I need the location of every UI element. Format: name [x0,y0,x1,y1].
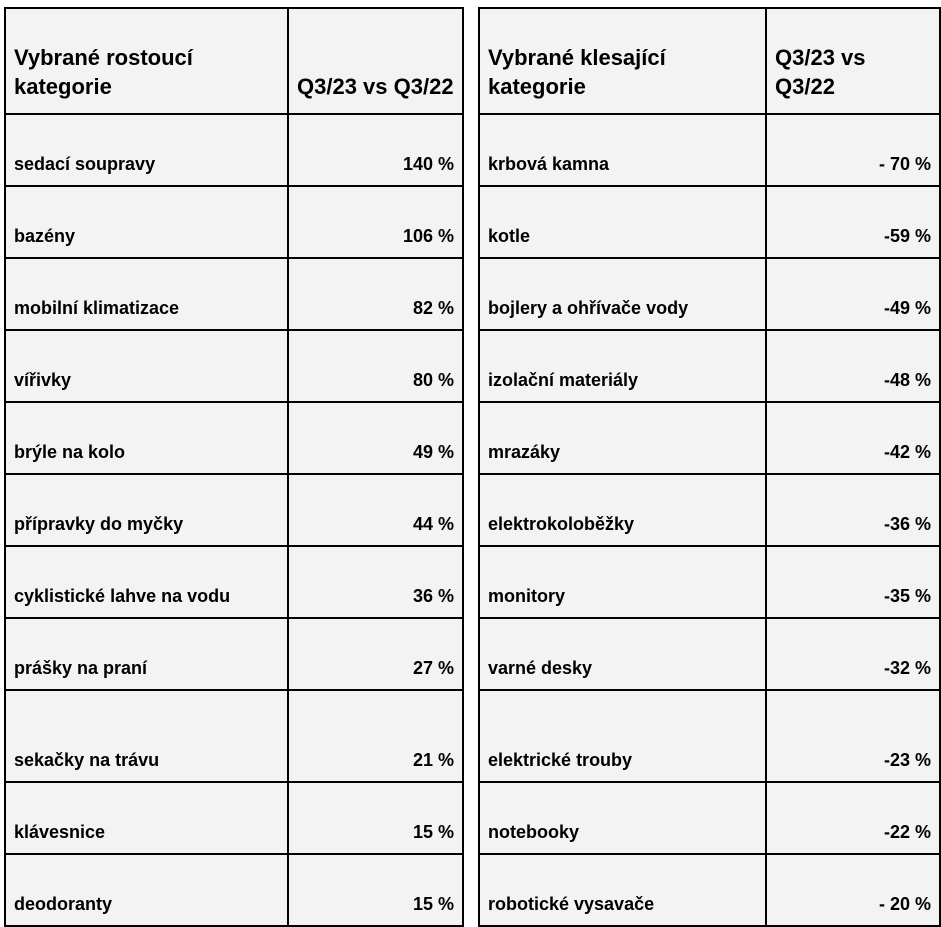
change-cell: 80 % [288,330,463,402]
change-cell: 15 % [288,782,463,854]
table-row [5,330,463,402]
table-row [5,258,463,330]
change-cell: 140 % [288,114,463,186]
category-cell: krbová kamna [479,114,766,186]
change-cell: -42 % [766,402,940,474]
category-cell: bojlery a ohřívače vody [479,258,766,330]
change-cell: -32 % [766,618,940,690]
category-cell: mrazáky [479,402,766,474]
table-row [479,114,940,186]
change-cell: 36 % [288,546,463,618]
table-row [479,402,940,474]
change-cell: -59 % [766,186,940,258]
change-cell: 44 % [288,474,463,546]
change-cell: -22 % [766,782,940,854]
change-cell: - 70 % [766,114,940,186]
declining-header-category: Vybrané klesající kategorie [479,8,766,114]
table-row [5,854,463,926]
table-row [5,474,463,546]
category-cell: klávesnice [5,782,288,854]
change-cell: -48 % [766,330,940,402]
category-cell: bazény [5,186,288,258]
growing-header-period: Q3/23 vs Q3/22 [288,8,463,114]
category-cell: izolační materiály [479,330,766,402]
change-cell: -35 % [766,546,940,618]
table-row [5,546,463,618]
category-cell: kotle [479,186,766,258]
table-row [5,782,463,854]
category-cell: cyklistické lahve na vodu [5,546,288,618]
table-row [479,854,940,926]
change-cell: -49 % [766,258,940,330]
table-header-row [479,8,940,114]
table-row [5,690,463,782]
change-cell: - 20 % [766,854,940,926]
category-cell: brýle na kolo [5,402,288,474]
change-cell: 82 % [288,258,463,330]
declining-header-period: Q3/23 vs Q3/22 [766,8,940,114]
category-cell: monitory [479,546,766,618]
category-cell: vířivky [5,330,288,402]
category-cell: elektrické trouby [479,690,766,782]
declining-categories-table [478,7,941,927]
change-cell: -36 % [766,474,940,546]
category-cell: mobilní klimatizace [5,258,288,330]
table-row [5,402,463,474]
table-header-row [5,8,463,114]
table-row [5,186,463,258]
change-cell: -23 % [766,690,940,782]
change-cell: 21 % [288,690,463,782]
table-row [5,618,463,690]
growing-header-category: Vybrané rostoucí kategorie [5,8,288,114]
category-cell: přípravky do myčky [5,474,288,546]
category-cell: elektrokoloběžky [479,474,766,546]
change-cell: 27 % [288,618,463,690]
table-row [479,258,940,330]
change-cell: 49 % [288,402,463,474]
change-cell: 106 % [288,186,463,258]
table-row [479,330,940,402]
table-row [479,690,940,782]
category-cell: robotické vysavače [479,854,766,926]
table-row [479,474,940,546]
table-row [479,186,940,258]
table-row [5,114,463,186]
table-row [479,546,940,618]
growing-categories-table [4,7,464,927]
category-cell: notebooky [479,782,766,854]
table-row [479,782,940,854]
change-cell: 15 % [288,854,463,926]
table-row [479,618,940,690]
category-cell: sedací soupravy [5,114,288,186]
category-cell: sekačky na trávu [5,690,288,782]
category-cell: prášky na praní [5,618,288,690]
category-cell: varné desky [479,618,766,690]
category-cell: deodoranty [5,854,288,926]
